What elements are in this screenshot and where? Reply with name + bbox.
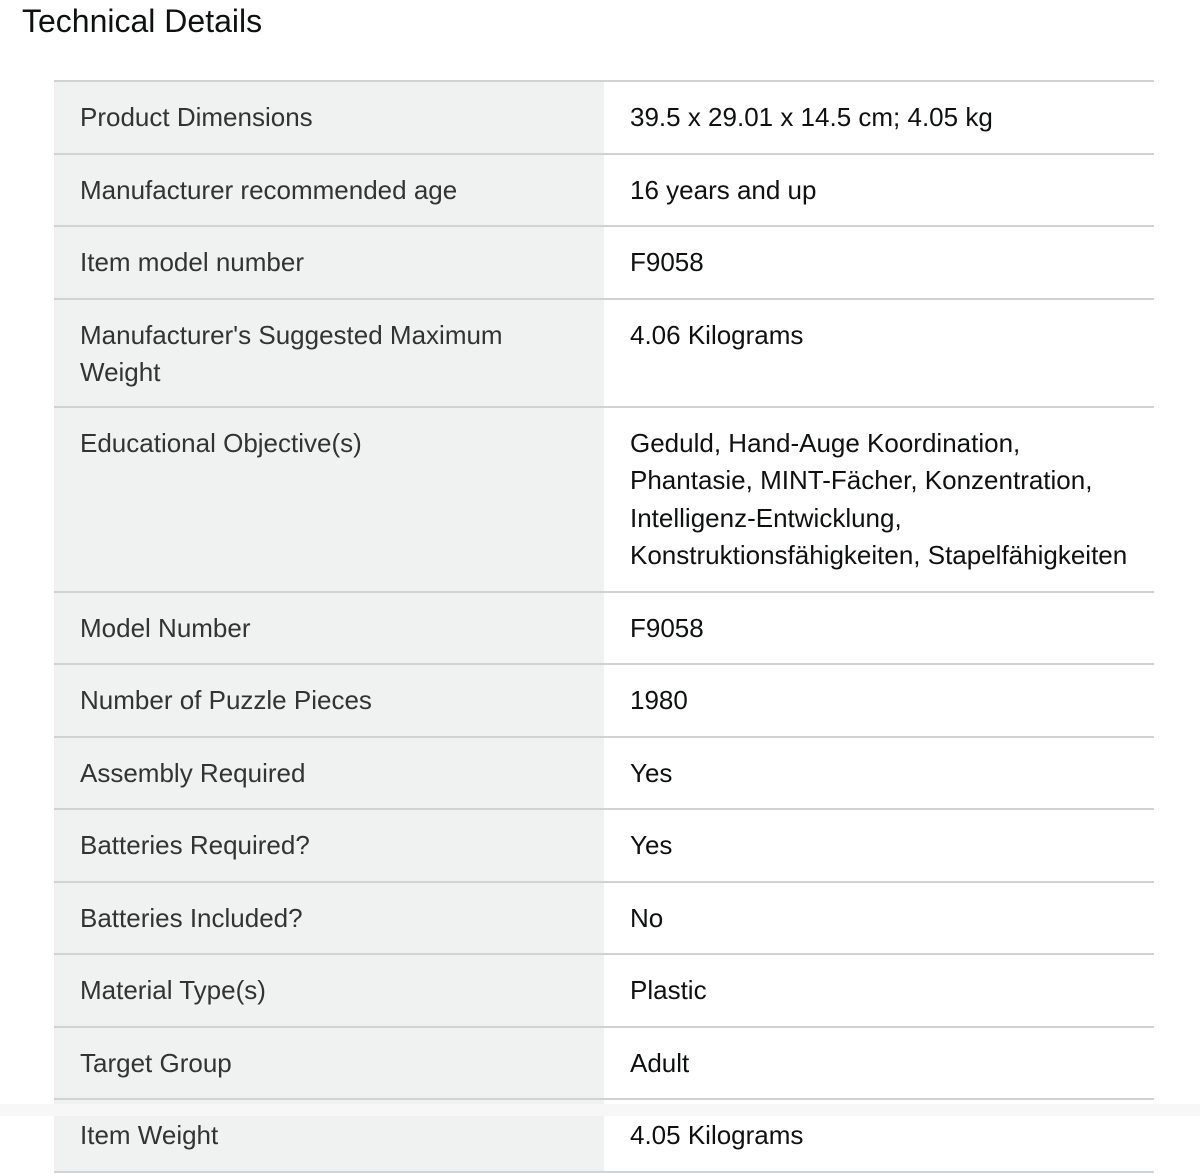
row-value: F9058 [604,226,1154,299]
row-label: Product Dimensions [54,81,604,154]
row-value: F9058 [604,592,1154,665]
table-row [54,882,1154,955]
row-label: Target Group [54,1027,604,1100]
table-row [54,154,1154,227]
row-label: Item Weight [54,1099,604,1172]
table-row [54,664,1154,737]
table-row [54,226,1154,299]
row-value: Yes [604,737,1154,810]
row-value: Adult [604,1027,1154,1100]
row-value: No [604,882,1154,955]
table-row [54,81,1154,154]
row-value: 16 years and up [604,154,1154,227]
table-row [54,1027,1154,1100]
row-value: 1980 [604,664,1154,737]
row-label: Assembly Required [54,737,604,810]
row-value: Plastic [604,954,1154,1027]
page-bottom-edge [0,1104,1200,1116]
table-row [54,737,1154,810]
row-label: Batteries Included? [54,882,604,955]
row-value: 39.5 x 29.01 x 14.5 cm; 4.05 kg [604,81,1154,154]
row-label: Model Number [54,592,604,665]
row-label: Material Type(s) [54,954,604,1027]
row-label: Educational Objective(s) [54,407,604,592]
row-label: Number of Puzzle Pieces [54,664,604,737]
table-row [54,809,1154,882]
row-label: Manufacturer's Suggested Maximum Weight [54,299,604,407]
table-row [54,407,1154,592]
table-row [54,592,1154,665]
row-value: Geduld, Hand-Auge Koordination, Phantasie, MINT-Fächer, Konzentration, Intelligenz-Entwicklung, Konstruktionsfähigkeiten, Stapelfähigkeiten [604,407,1154,592]
row-value: 4.06 Kilograms [604,299,1154,407]
row-value: 4.05 Kilograms [604,1099,1154,1172]
section-title: Technical Details [22,3,263,39]
table-row [54,954,1154,1027]
technical-details-table [54,80,1154,1173]
row-label: Batteries Required? [54,809,604,882]
row-value: Yes [604,809,1154,882]
row-label: Manufacturer recommended age [54,154,604,227]
row-label: Item model number [54,226,604,299]
table-row [54,299,1154,407]
